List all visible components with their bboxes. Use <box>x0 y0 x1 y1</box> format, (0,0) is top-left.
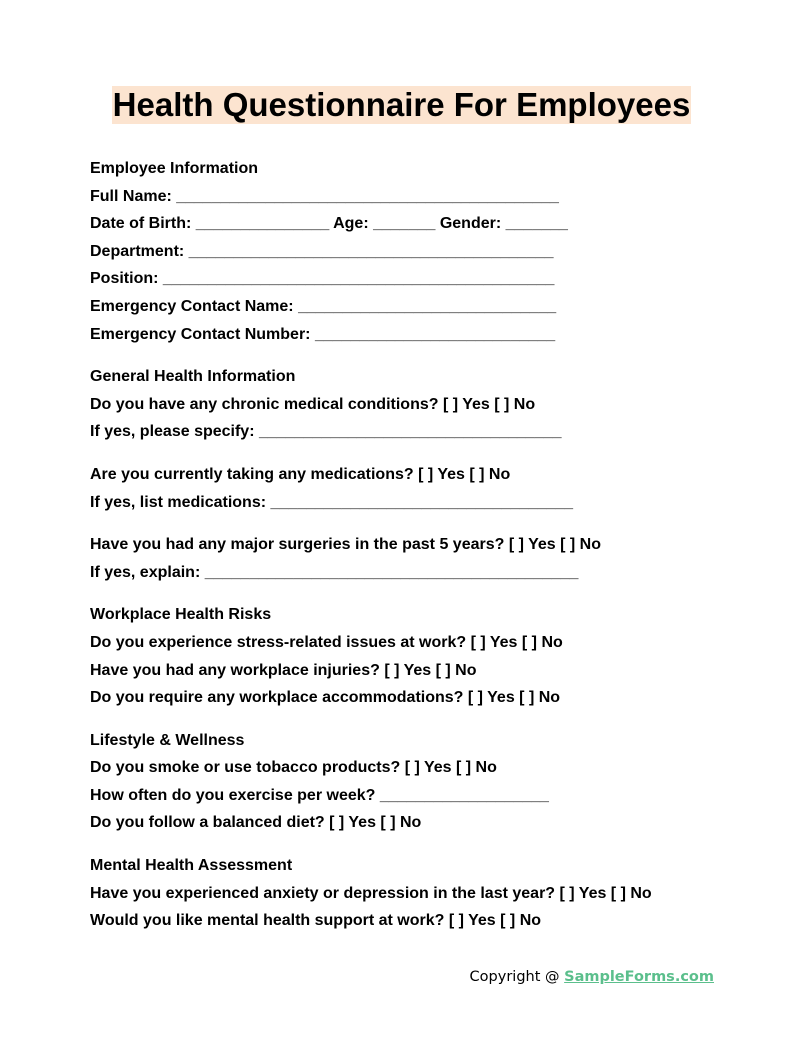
title-container <box>0 86 803 124</box>
form-line: If yes, explain: __________________________________________ <box>90 563 579 581</box>
form-line: If yes, list medications: __________________________________ <box>90 493 574 511</box>
form-section <box>90 531 730 586</box>
form-line: General Health Information <box>90 368 296 386</box>
form-content <box>90 155 730 950</box>
copyright-text: Copyright @ <box>469 969 565 985</box>
sampleforms-link[interactable]: SampleForms.com <box>564 969 714 985</box>
form-line: Mental Health Assessment <box>90 857 293 875</box>
form-line: Have you had any workplace injuries? [ ] Yes [ ] No <box>90 661 477 679</box>
form-line: Full Name: ___________________________________________ <box>90 187 559 205</box>
form-line: Do you require any workplace accommodations? [ ] Yes [ ] No <box>90 689 561 707</box>
copyright <box>470 966 714 988</box>
form-section <box>90 461 730 516</box>
page-title: Health Questionnaire For Employees <box>112 86 691 123</box>
form-section <box>90 727 730 837</box>
form-line: How often do you exercise per week? ___________________ <box>90 786 549 804</box>
form-line: Lifestyle & Wellness <box>90 731 245 749</box>
form-section <box>90 852 730 935</box>
form-line: Have you had any major surgeries in the past 5 years? [ ] Yes [ ] No <box>90 536 601 554</box>
form-line: If yes, please specify: __________________________________ <box>90 423 562 441</box>
form-section <box>90 601 730 711</box>
form-section <box>90 363 730 446</box>
form-line: Have you experienced anxiety or depression in the last year? [ ] Yes [ ] No <box>90 884 652 902</box>
form-line: Department: _________________________________________ <box>90 242 554 260</box>
form-line: Employee Information <box>90 160 259 177</box>
form-line: Do you follow a balanced diet? [ ] Yes [ ] No <box>90 814 422 832</box>
form-line: Emergency Contact Name: _____________________________ <box>90 297 557 315</box>
form-line: Do you experience stress-related issues at work? [ ] Yes [ ] No <box>90 633 563 651</box>
form-line: Emergency Contact Number: ___________________________ <box>90 325 556 343</box>
form-section <box>90 155 730 348</box>
form-line: Position: ____________________________________________ <box>90 270 555 288</box>
form-line: Date of Birth: _______________ Age: _______ Gender: _______ <box>90 215 568 233</box>
form-line: Workplace Health Risks <box>90 606 272 624</box>
form-line: Do you have any chronic medical conditions? [ ] Yes [ ] No <box>90 395 536 413</box>
form-line: Would you like mental health support at work? [ ] Yes [ ] No <box>90 912 542 930</box>
form-line: Do you smoke or use tobacco products? [ ] Yes [ ] No <box>90 759 497 777</box>
form-line: Are you currently taking any medications? [ ] Yes [ ] No <box>90 465 511 483</box>
